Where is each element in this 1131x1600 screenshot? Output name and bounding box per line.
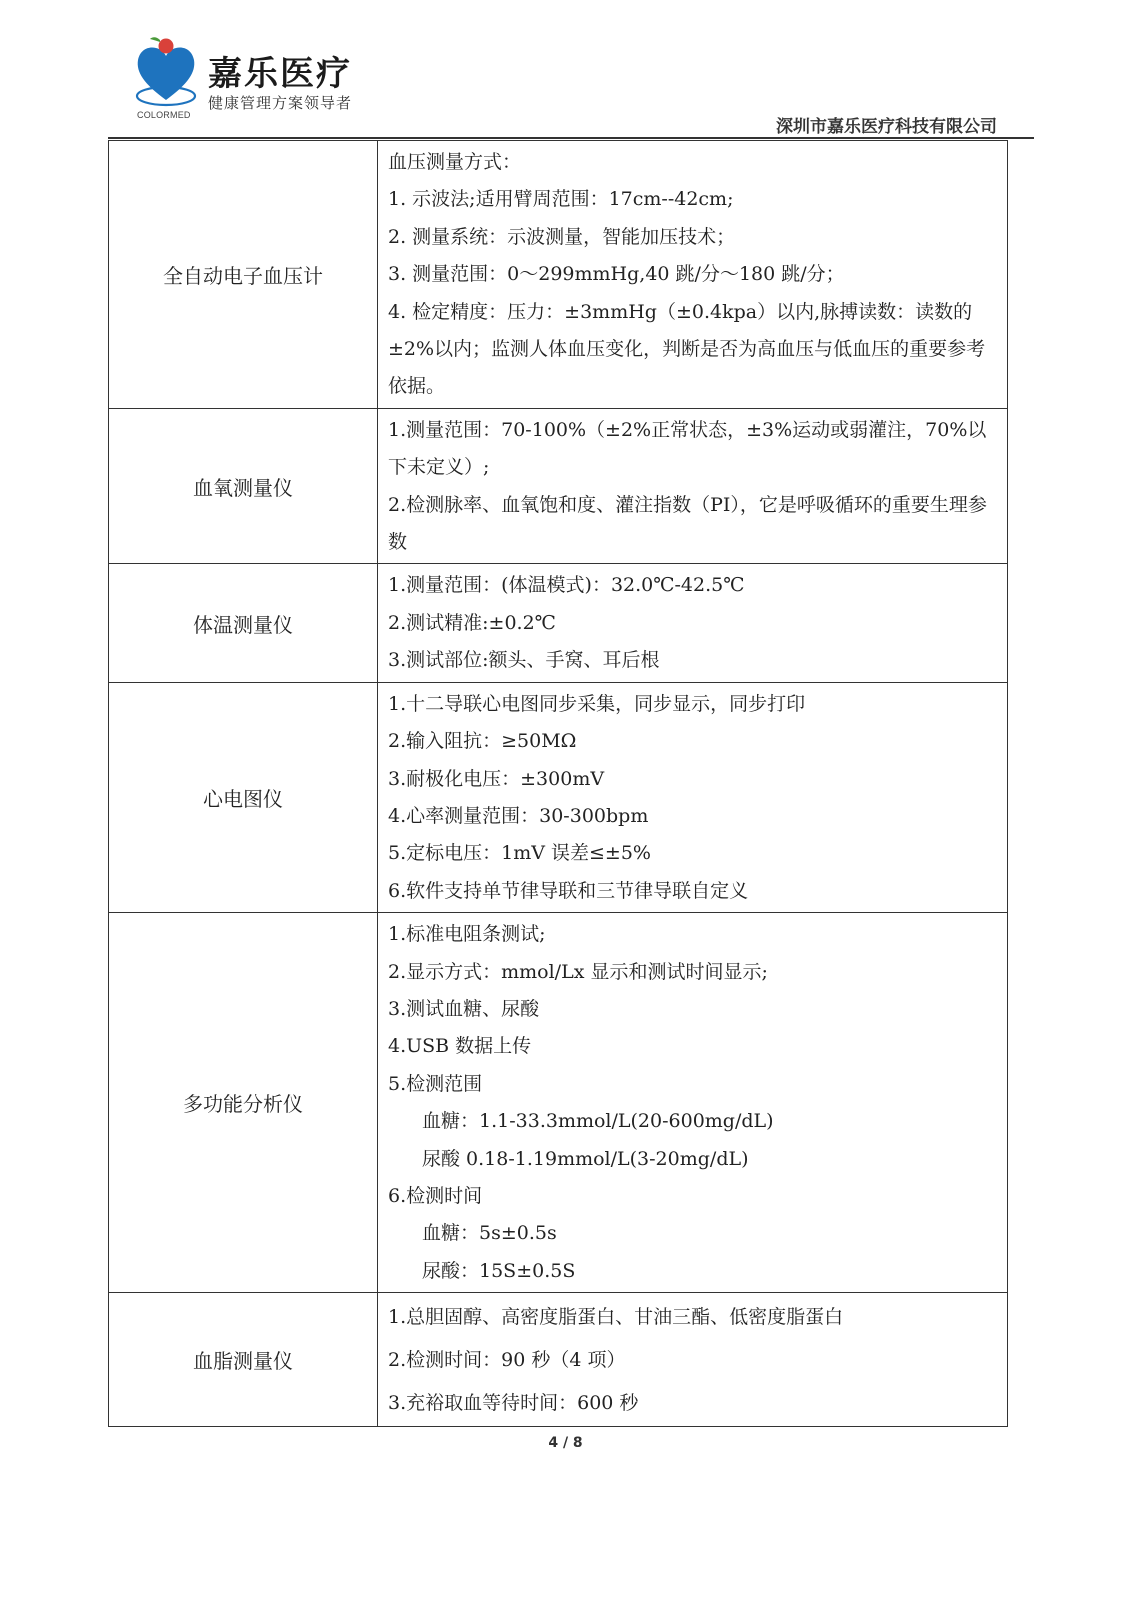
table-row <box>109 682 1008 912</box>
table-row <box>109 408 1008 564</box>
device-spec-cell <box>378 141 1008 409</box>
spec-line: 血压测量方式： <box>388 151 522 173</box>
brand-name: 嘉乐医疗 <box>208 54 352 94</box>
device-name-cell: 多功能分析仪 <box>109 913 378 1293</box>
spec-line: 2.检测脉率、血氧饱和度、灌注指数（PI），它是呼吸循环的重要生理参数 <box>388 493 987 554</box>
spec-line: 4.USB 数据上传 <box>388 1035 532 1058</box>
device-name-cell: 血脂测量仪 <box>109 1293 378 1427</box>
spec-line: 血糖：5s±0.5s <box>422 1222 557 1245</box>
device-name-cell: 心电图仪 <box>109 682 378 912</box>
spec-line: 3. 测量范围：0～299mmHg,40 跳/分～180 跳/分； <box>388 263 845 286</box>
company-name: 深圳市嘉乐医疗科技有限公司 <box>776 117 997 137</box>
page-number: 4 / 8 <box>548 1435 583 1451</box>
spec-line: 6.软件支持单节律导联和三节律导联自定义 <box>388 879 749 902</box>
device-spec-cell <box>378 1293 1008 1427</box>
spec-line: 血糖：1.1-33.3mmol/L(20-600mg/dL) <box>422 1110 774 1133</box>
spec-line: 1.测量范围：(体温模式)：32.0℃-42.5℃ <box>388 574 745 597</box>
table-row <box>109 564 1008 682</box>
spec-line: 1.标准电阻条测试; <box>388 923 546 946</box>
table-row <box>109 913 1008 1293</box>
spec-line: 4.心率测量范围：30-300bpm <box>388 804 649 827</box>
table-row <box>109 141 1008 409</box>
spec-line: 6.检测时间 <box>388 1184 483 1207</box>
spec-line: 2.显示方式：mmol/Lx 显示和测试时间显示; <box>388 960 768 983</box>
header-divider <box>108 137 1034 139</box>
spec-line: 2.测试精准:±0.2℃ <box>388 611 556 634</box>
spec-line: 5.检测范围 <box>388 1072 483 1095</box>
spec-line: 4. 检定精度：压力：±3mmHg（±0.4kpa）以内,脉搏读数：读数的±2%以内；监测人体血压变化，判断是否为高血压与低血压的重要参考依据。 <box>388 300 986 398</box>
spec-line: 3.测试部位:额头、手窝、耳后根 <box>388 649 660 672</box>
spec-line: 1. 示波法;适用臂周范围：17cm--42cm; <box>388 188 734 211</box>
table-row <box>109 1293 1008 1427</box>
spec-line: 2.检测时间：90 秒（4 项） <box>388 1348 626 1371</box>
device-name-cell: 体温测量仪 <box>109 564 378 682</box>
brand-slogan: 健康管理方案领导者 <box>208 94 353 112</box>
device-spec-cell <box>378 564 1008 682</box>
spec-line: 2. 测量系统：示波测量，智能加压技术； <box>388 225 736 248</box>
device-spec-cell <box>378 913 1008 1293</box>
spec-line: 1.十二导联心电图同步采集，同步显示，同步打印 <box>388 692 806 715</box>
spec-line: 1.总胆固醇、高密度脂蛋白、甘油三酯、低密度脂蛋白 <box>388 1306 844 1329</box>
spec-line: 尿酸 0.18-1.19mmol/L(3-20mg/dL) <box>422 1147 749 1170</box>
spec-line: 5.定标电压：1mV 误差≤±5% <box>388 842 651 865</box>
device-name-cell: 全自动电子血压计 <box>109 141 378 409</box>
spec-line: 3.耐极化电压：±300mV <box>388 767 605 790</box>
company-logo <box>134 34 374 124</box>
device-spec-cell <box>378 408 1008 564</box>
spec-line: 3.充裕取血等待时间：600 秒 <box>388 1391 639 1414</box>
spec-line: 2.输入阻抗：≥50MΩ <box>388 730 577 753</box>
spec-line: 1.测量范围：70-100%（±2%正常状态，±3%运动或弱灌注，70%以下未定义）; <box>388 418 987 479</box>
spec-line: 3.测试血糖、尿酸 <box>388 997 540 1020</box>
brand-name-en: COLORMED <box>137 110 191 120</box>
device-spec-table <box>108 140 1008 1427</box>
spec-line: 尿酸：15S±0.5S <box>422 1259 576 1282</box>
device-name-cell: 血氧测量仪 <box>109 408 378 564</box>
device-spec-cell <box>378 682 1008 912</box>
heart-logo-icon <box>134 34 198 120</box>
